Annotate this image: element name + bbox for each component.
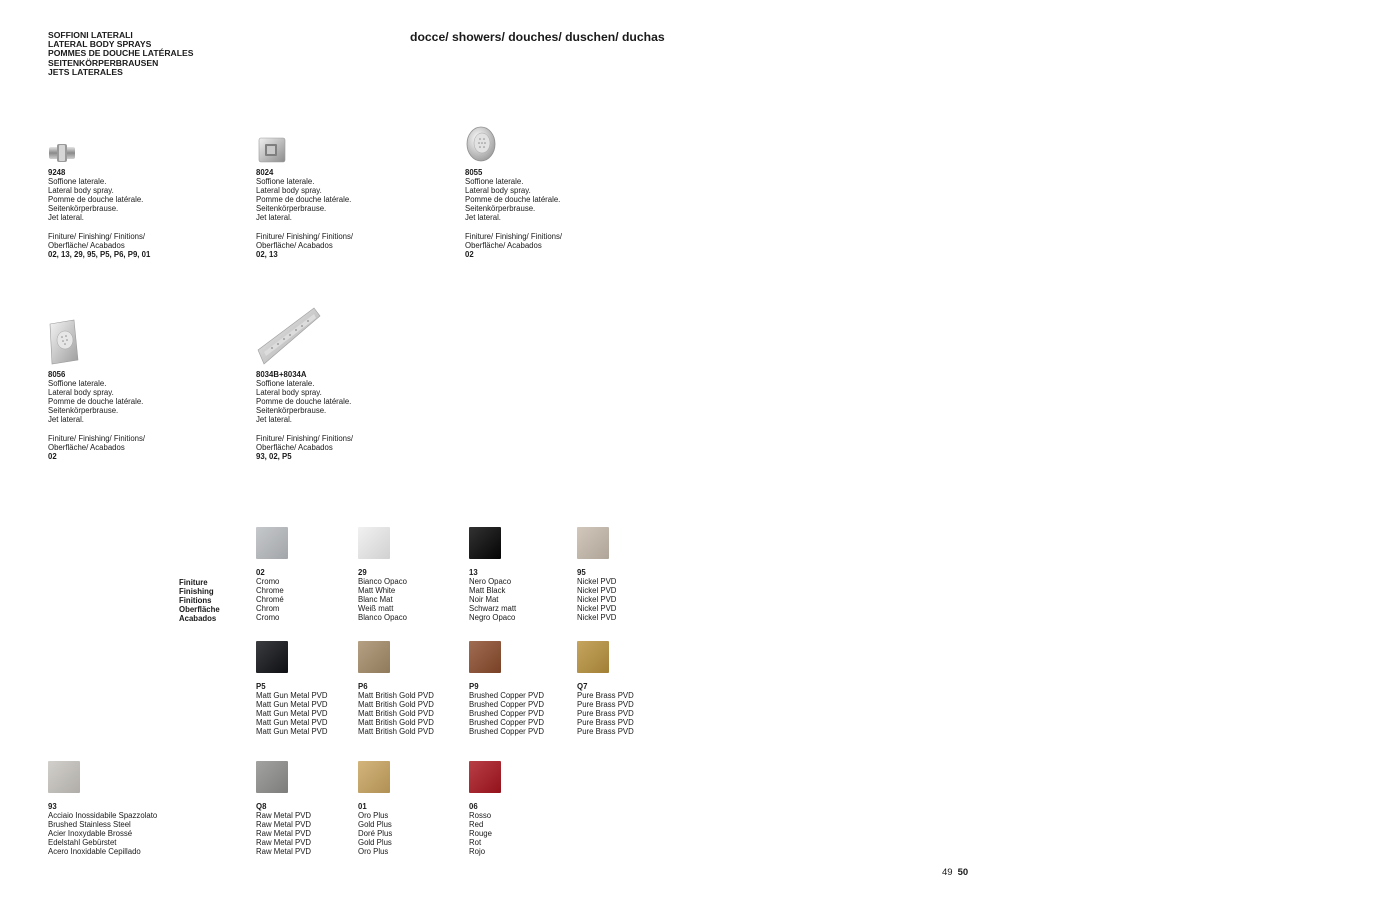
product-desc: Lateral body spray. — [465, 186, 531, 196]
product-image — [256, 306, 446, 368]
product-image — [465, 126, 655, 166]
finish-name: Blanc Mat — [358, 595, 393, 605]
finish-label: Finiture/ Finishing/ Finitions/ — [465, 231, 563, 241]
finish-name: Weiß matt — [358, 604, 394, 614]
finish-color-chip — [469, 641, 501, 673]
finish-name: Oro Plus — [358, 811, 389, 821]
finish-codes: 93, 02, P5 — [256, 451, 292, 461]
finish-code: 29 — [358, 568, 367, 577]
finish-color-chip — [469, 761, 501, 793]
finish-name: Gold Plus — [358, 820, 392, 830]
finish-name: Pure Brass PVD — [577, 718, 634, 728]
product-desc: Pomme de douche latérale. — [465, 195, 561, 205]
finish-code: Q7 — [577, 682, 588, 691]
product-desc: Pomme de douche latérale. — [48, 195, 144, 205]
finish-color-chip — [469, 527, 501, 559]
finish-code: 06 — [469, 802, 478, 811]
finish-name: Red — [469, 820, 484, 830]
finish-name: Cromo — [256, 613, 280, 623]
finish-codes: 02, 13, 29, 95, P5, P6, P9, 01 — [48, 249, 151, 259]
product-desc: Jet lateral. — [256, 415, 292, 425]
finish-name: Matt Gun Metal PVD — [256, 691, 328, 701]
finish-name: Schwarz matt — [469, 604, 517, 614]
finish-code: 93 — [48, 802, 57, 811]
finish-name: Matt British Gold PVD — [358, 727, 434, 737]
finish-name: Rouge — [469, 829, 492, 839]
product-desc: Soffione laterale. — [256, 379, 315, 389]
finish-name: Raw Metal PVD — [256, 811, 312, 821]
finish-code: P9 — [469, 682, 479, 691]
round-body-jet-icon — [465, 126, 499, 166]
bar-body-jet-icon — [256, 306, 324, 368]
finish-name: Matt Gun Metal PVD — [256, 727, 328, 737]
finish-code: P5 — [256, 682, 266, 691]
finish-label: Oberfläche/ Acabados — [48, 442, 125, 452]
product-desc: Jet lateral. — [256, 213, 292, 223]
product-desc: Jet lateral. — [48, 213, 84, 223]
heading-line: SEITENKÖRPERBRAUSEN — [48, 57, 159, 68]
finish-name: Raw Metal PVD — [256, 829, 312, 839]
page-numbers — [942, 867, 968, 878]
finish-name: Brushed Copper PVD — [469, 718, 544, 728]
finish-label: Oberfläche/ Acabados — [465, 240, 542, 250]
finish-name: Oro Plus — [358, 847, 389, 857]
product-code: 8055 — [465, 168, 483, 177]
finish-name: Noir Mat — [469, 595, 499, 605]
product-desc: Pomme de douche latérale. — [256, 195, 352, 205]
finish-name: Nero Opaco — [469, 577, 512, 587]
finish-name: Chrom — [256, 604, 280, 614]
finish-name: Matt British Gold PVD — [358, 691, 434, 701]
finishes-legend-line: Oberfläche — [179, 605, 220, 615]
product-desc: Pomme de douche latérale. — [48, 397, 144, 407]
section-title: docce/ showers/ douches/ duschen/ duchas — [410, 30, 665, 44]
product-item — [48, 318, 238, 461]
product-code: 9248 — [48, 168, 66, 177]
finish-name: Blanco Opaco — [358, 613, 407, 623]
finish-color-chip — [48, 761, 80, 793]
side-spray-nozzle-icon — [48, 126, 78, 166]
finish-name: Rot — [469, 838, 482, 848]
finish-name: Pure Brass PVD — [577, 691, 634, 701]
product-desc: Seitenkörperbrause. — [465, 204, 536, 214]
finish-name: Nickel PVD — [577, 604, 617, 614]
finish-color-chip — [358, 641, 390, 673]
finish-code: 02 — [256, 568, 265, 577]
finish-swatch — [256, 641, 366, 737]
finish-color-chip — [358, 527, 390, 559]
finish-name: Matt Gun Metal PVD — [256, 709, 328, 719]
finish-codes: 02, 13 — [256, 249, 278, 259]
product-desc: Jet lateral. — [465, 213, 501, 223]
product-desc: Seitenkörperbrause. — [48, 204, 119, 214]
product-desc: Soffione laterale. — [256, 177, 315, 187]
finish-name: Matt White — [358, 586, 396, 596]
product-item — [256, 126, 446, 259]
finish-name: Acero Inoxidable Cepillado — [48, 847, 141, 857]
finish-name: Rojo — [469, 847, 486, 857]
finish-swatch — [358, 761, 468, 857]
product-desc: Lateral body spray. — [256, 388, 322, 398]
finish-swatch — [469, 527, 579, 623]
finish-name: Nickel PVD — [577, 595, 617, 605]
heading-line: SOFFIONI LATERALI — [48, 30, 133, 40]
finish-name: Gold Plus — [358, 838, 392, 848]
product-desc: Lateral body spray. — [48, 388, 114, 398]
finish-name: Negro Opaco — [469, 613, 516, 623]
product-image — [256, 126, 446, 166]
product-image — [48, 126, 238, 166]
finish-name: Rosso — [469, 811, 492, 821]
finish-code: 01 — [358, 802, 367, 811]
finish-swatch — [358, 641, 468, 737]
finish-swatch — [358, 527, 468, 623]
product-desc: Soffione laterale. — [465, 177, 524, 187]
square-plate-jet-icon — [48, 318, 82, 368]
finish-name: Nickel PVD — [577, 613, 617, 623]
finish-swatch — [469, 641, 579, 737]
finish-swatch — [256, 527, 366, 623]
finish-name: Raw Metal PVD — [256, 838, 312, 848]
finish-name: Acier Inoxydable Brossé — [48, 829, 133, 839]
finishes-legend-line: Finitions — [179, 596, 212, 606]
finishes-legend-line: Finiture — [179, 578, 208, 587]
finish-code: 95 — [577, 568, 586, 577]
finish-color-chip — [577, 641, 609, 673]
product-code: 8034B+8034A — [256, 370, 307, 379]
finish-name: Pure Brass PVD — [577, 700, 634, 710]
finish-code: 13 — [469, 568, 478, 577]
product-desc: Soffione laterale. — [48, 379, 107, 389]
product-item — [256, 306, 446, 461]
finish-code: Q8 — [256, 802, 267, 811]
finish-label: Oberfläche/ Acabados — [48, 240, 125, 250]
finish-label: Finiture/ Finishing/ Finitions/ — [256, 231, 354, 241]
finish-codes: 02 — [48, 451, 57, 461]
finish-color-chip — [577, 527, 609, 559]
finish-name: Chrome — [256, 586, 284, 596]
product-desc: Jet lateral. — [48, 415, 84, 425]
finish-color-chip — [358, 761, 390, 793]
product-desc: Lateral body spray. — [48, 186, 114, 196]
product-desc: Seitenkörperbrause. — [256, 204, 327, 214]
product-item — [48, 126, 238, 259]
finish-name: Doré Plus — [358, 829, 393, 839]
product-code: 8024 — [256, 168, 274, 177]
finish-color-chip — [256, 761, 288, 793]
finish-swatch — [577, 527, 687, 623]
finish-name: Edelstahl Gebürstet — [48, 838, 117, 848]
finish-name: Matt British Gold PVD — [358, 718, 434, 728]
finish-label: Oberfläche/ Acabados — [256, 240, 333, 250]
finish-name: Bianco Opaco — [358, 577, 407, 587]
heading-line: LATERAL BODY SPRAYS — [48, 39, 152, 50]
finishes-legend — [179, 578, 220, 623]
finish-name: Brushed Copper PVD — [469, 709, 544, 719]
finish-name: Matt British Gold PVD — [358, 700, 434, 710]
finish-name: Brushed Copper PVD — [469, 691, 544, 701]
finish-name: Matt Gun Metal PVD — [256, 700, 328, 710]
finish-name: Nickel PVD — [577, 577, 617, 587]
finish-label: Oberfläche/ Acabados — [256, 442, 333, 452]
product-image — [48, 318, 238, 368]
finish-name: Matt Black — [469, 586, 506, 596]
finish-name: Matt British Gold PVD — [358, 709, 434, 719]
finish-swatch — [577, 641, 687, 737]
finish-name: Acciaio Inossidabile Spazzolato — [48, 811, 158, 821]
finish-name: Nickel PVD — [577, 586, 617, 596]
finish-color-chip — [256, 527, 288, 559]
section-heading — [48, 31, 193, 77]
square-body-jet-icon — [256, 126, 290, 166]
heading-line: POMMES DE DOUCHE LATÉRALES — [48, 48, 194, 59]
finish-codes: 02 — [465, 249, 474, 259]
finish-label: Finiture/ Finishing/ Finitions/ — [48, 231, 146, 241]
finish-name: Pure Brass PVD — [577, 727, 634, 737]
finish-name: Brushed Stainless Steel — [48, 820, 131, 830]
finish-code: P6 — [358, 682, 368, 691]
product-desc: Pomme de douche latérale. — [256, 397, 352, 407]
finish-swatch — [469, 761, 579, 857]
finish-swatch — [256, 761, 366, 857]
finish-name: Brushed Copper PVD — [469, 727, 544, 737]
page-number-right: 50 — [957, 867, 969, 878]
finishes-legend-line: Acabados — [179, 614, 217, 624]
product-desc: Seitenkörperbrause. — [256, 406, 327, 416]
heading-line: JETS LATERALES — [48, 66, 123, 77]
product-item — [465, 126, 655, 259]
product-code: 8056 — [48, 370, 66, 379]
finish-name: Pure Brass PVD — [577, 709, 634, 719]
page-number-left: 49 — [942, 867, 953, 878]
product-desc: Soffione laterale. — [48, 177, 107, 187]
product-desc: Lateral body spray. — [256, 186, 322, 196]
finish-name: Raw Metal PVD — [256, 847, 312, 857]
finish-name: Chromé — [256, 595, 284, 605]
finish-name: Matt Gun Metal PVD — [256, 718, 328, 728]
finish-name: Raw Metal PVD — [256, 820, 312, 830]
finish-name: Brushed Copper PVD — [469, 700, 544, 710]
finish-color-chip — [256, 641, 288, 673]
finish-label: Finiture/ Finishing/ Finitions/ — [256, 433, 354, 443]
finishes-legend-line: Finishing — [179, 587, 214, 597]
finish-label: Finiture/ Finishing/ Finitions/ — [48, 433, 146, 443]
finish-name: Cromo — [256, 577, 280, 587]
product-desc: Seitenkörperbrause. — [48, 406, 119, 416]
finish-swatch — [48, 761, 158, 857]
